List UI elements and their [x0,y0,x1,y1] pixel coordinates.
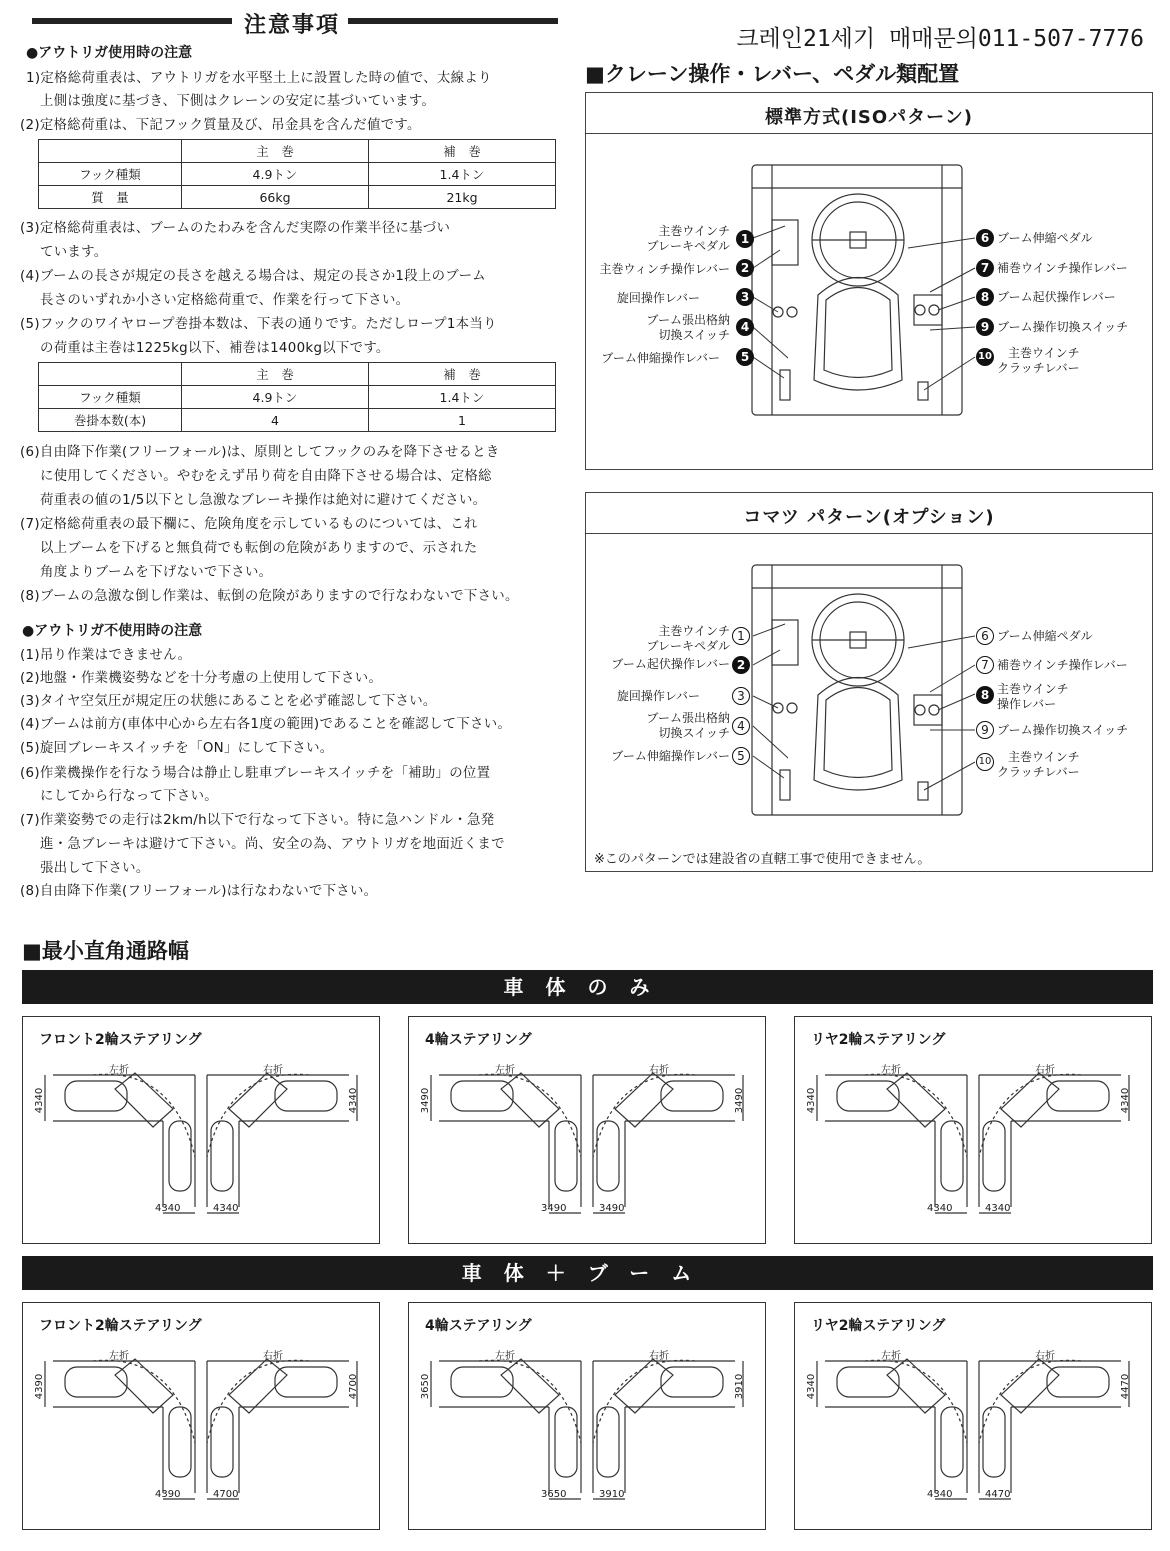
right-turn-label: 右折 [1035,1065,1055,1076]
iso-num-6: 6 [976,229,994,247]
right-width-dim: 4340 [1120,1087,1132,1114]
turn-diagram-box [22,1016,380,1244]
caution-line: (8)ブームの急激な倒し作業は、転倒の危険がありますので行なわないで下さい。 [20,589,519,604]
caution-line: (2)地盤・作業機姿勢などを十分考慮の上使用して下さい。 [20,671,383,686]
outrigger-use-heading: ●アウトリガ使用時の注意 [26,45,193,61]
turn-diagram-box [408,1016,766,1244]
komatsu-num-10: 10 [976,753,994,771]
table-cell: 21kg [369,186,556,209]
controls-title: ■クレーン操作・レバー、ペダル類配置 [585,62,960,86]
turn-diagram-drawing [23,1017,379,1243]
steering-type-title: リヤ2輪ステアリング [811,1032,946,1048]
komatsu-label-4: ブーム張出格納 切換スイッチ [646,711,730,740]
iso-label-1: 主巻ウインチ ブレーキペダル [646,224,730,253]
turn-diagram-drawing [23,1303,379,1529]
iso-num-5: 5 [736,348,754,366]
table-cell: 質 量 [39,186,182,209]
turn-diagram-drawing [409,1017,765,1243]
caution-line: に使用してください。やむをえず吊り荷を自由降下させる場合は、定格総 [40,469,492,484]
caution-line: (5)旋回ブレーキスイッチを「ON」にして下さい。 [20,741,334,756]
iso-label-5: ブーム伸縮操作レバー [601,351,720,365]
caution-line: 進・急ブレーキは避けて下さい。尚、安全の為、アウトリガを地面近くまで [40,837,505,852]
komatsu-panel-title: コマツ パターン(オプション) [743,507,995,528]
caution-line: (6)作業機操作を行なう場合は静止し駐車ブレーキスイッチを「補助」の位置 [20,766,491,781]
komatsu-label-9: ブーム操作切換スイッチ [997,723,1129,737]
iso-label-6: ブーム伸縮ペダル [997,231,1093,245]
komatsu-label-2: ブーム起伏操作レバー [611,657,730,671]
komatsu-label-3: 旋回操作レバー [616,689,700,703]
left-width-dim: 3650 [420,1373,432,1400]
left-width-dim: 4340 [34,1087,46,1114]
caution-line: ています。 [40,245,108,260]
steering-type-title: 4輪ステアリング [425,1318,532,1334]
iso-num-4: 4 [736,318,754,336]
komatsu-num-4: 4 [732,717,750,735]
right-turn-label: 右折 [1035,1351,1055,1362]
caution-line: (4)ブームは前方(車体中心から左右各1度の範囲)であることを確認して下さい。 [20,717,512,732]
left-passage-dim: 4340 [155,1203,181,1214]
table-cell: 4.9トン [182,163,369,186]
right-turn-label: 右折 [263,1065,283,1076]
left-turn-label: 左折 [109,1351,129,1362]
iso-label-9: ブーム操作切換スイッチ [997,320,1129,334]
komatsu-num-9: 9 [976,721,994,739]
iso-label-10: 主巻ウインチ クラッチレバー [997,346,1080,375]
bullet-icon: ● [22,623,35,639]
right-passage-dim: 4700 [213,1489,239,1500]
caution-line: 上側は強度に基づき、下側はクレーンの安定に基づいています。 [40,94,436,109]
caution-line: (4)ブームの長さが規定の長さを越える場合は、規定の長さか1段上のブーム [20,269,486,284]
caution-line: (6)自由降下作業(フリーフォール)は、原則としてフックのみを降下させるとき [20,445,500,460]
table-cell: 補 巻 [369,363,556,386]
iso-label-4: ブーム張出格納 切換スイッチ [646,313,730,342]
contact-banner: 크레인21세기 매매문의011-507-7776 [736,26,1144,52]
right-width-dim: 3490 [734,1087,746,1114]
left-width-dim: 3490 [420,1087,432,1114]
left-passage-dim: 3490 [541,1203,567,1214]
iso-label-3: 旋回操作レバー [616,291,700,305]
iso-num-10: 10 [976,348,994,366]
table-cell: 補 巻 [369,140,556,163]
caution-line: 長さのいずれか小さい定格総荷重で、作業を行って下さい。 [40,293,410,308]
steering-type-title: フロント2輪ステアリング [39,1318,202,1334]
turn-diagram-box [794,1302,1152,1530]
iso-num-9: 9 [976,318,994,336]
left-turn-label: 左折 [495,1065,515,1076]
iso-num-8: 8 [976,288,994,306]
caution-line: (2)定格総荷重は、下記フック質量及び、吊金具を含んだ値です。 [20,118,421,133]
left-passage-dim: 4390 [155,1489,181,1500]
iso-label-2: 主巻ウィンチ操作レバー [599,262,730,276]
komatsu-num-7: 7 [976,656,994,674]
right-turn-label: 右折 [649,1351,669,1362]
caution-line: (8)自由降下作業(フリーフォール)は行なわないで下さい。 [20,884,378,899]
komatsu-label-5: ブーム伸縮操作レバー [611,749,730,763]
turn-diagram-drawing [409,1303,765,1529]
caution-line: にしてから行なって下さい。 [40,789,218,804]
iso-num-2: 2 [736,259,754,277]
steering-type-title: フロント2輪ステアリング [39,1032,202,1048]
caution-line: (7)定格総荷重表の最下欄に、危険角度を示しているものについては、これ [20,517,478,532]
table-cell: 4.9トン [182,386,369,409]
komatsu-num-6: 6 [976,627,994,645]
caution-line: 1)定格総荷重表は、アウトリガを水平堅土上に設置した時の値で、太線より [26,71,492,86]
turn-diagram-drawing [795,1017,1151,1243]
left-passage-dim: 4340 [927,1489,953,1500]
right-passage-dim: 4340 [985,1203,1011,1214]
iso-num-3: 3 [736,288,754,306]
table-cell: 66kg [182,186,369,209]
left-turn-label: 左折 [881,1065,901,1076]
table-cell: フック種類 [39,386,182,409]
bullet-icon: ● [26,45,39,61]
table-cell: 4 [182,409,369,432]
table-cell: 巻掛本数(本) [39,409,182,432]
caution-line: 角度よりブームを下げないで下さい。 [40,565,273,580]
komatsu-label-6: ブーム伸縮ペダル [997,629,1093,643]
page-title: 注意事項 [244,13,341,38]
komatsu-note: ※このパターンでは建設省の直轄工事で使用できません。 [594,852,931,867]
passage-title: ■最小直角通路幅 [22,939,189,963]
left-width-dim: 4340 [806,1373,818,1400]
table-cell: 1.4トン [369,163,556,186]
steering-type-title: 4輪ステアリング [425,1032,532,1048]
iso-panel-title: 標準方式(ISOパターン) [764,107,974,128]
komatsu-label-7: 補巻ウインチ操作レバー [997,658,1128,672]
right-turn-label: 右折 [263,1351,283,1362]
right-width-dim: 3910 [734,1373,746,1400]
right-passage-dim: 3490 [599,1203,625,1214]
table-cell: フック種類 [39,163,182,186]
komatsu-label-8: 主巻ウインチ 操作レバー [997,682,1069,711]
left-turn-label: 左折 [495,1351,515,1362]
iso-num-1: 1 [736,230,754,248]
komatsu-num-5: 5 [732,747,750,765]
outrigger-nouse-heading: ●アウトリガ不使用時の注意 [22,623,203,639]
right-passage-dim: 4340 [213,1203,239,1214]
komatsu-label-1: 主巻ウインチ ブレーキペダル [646,624,730,653]
left-width-dim: 4340 [806,1087,818,1114]
iso-label-7: 補巻ウインチ操作レバー [997,261,1128,275]
komatsu-num-3: 3 [732,687,750,705]
iso-num-7: 7 [976,259,994,277]
komatsu-num-2: 2 [732,656,750,674]
turn-diagram-box [794,1016,1152,1244]
right-width-dim: 4340 [348,1087,360,1114]
komatsu-num-8: 8 [976,686,994,704]
caution-line: 以上ブームを下げると無負荷でも転倒の危険がありますので、示された [40,541,478,556]
left-passage-dim: 3650 [541,1489,567,1500]
body-boom-bar: 車体＋ブーム [22,1256,1153,1290]
caution-line: 張出して下さい。 [40,861,150,876]
left-width-dim: 4390 [34,1373,46,1400]
right-width-dim: 4700 [348,1373,360,1400]
caution-line: (7)作業姿勢での走行は2km/h以下で行なって下さい。特に急ハンドル・急発 [20,813,495,828]
table-cell: 主 巻 [182,363,369,386]
right-passage-dim: 4470 [985,1489,1011,1500]
caution-line: (3)タイヤ空気圧が規定圧の状態にあることを必ず確認して下さい。 [20,694,437,709]
right-turn-label: 右折 [649,1065,669,1076]
left-turn-label: 左折 [109,1065,129,1076]
turn-diagram-drawing [795,1303,1151,1529]
left-passage-dim: 4340 [927,1203,953,1214]
caution-line: (3)定格総荷重表は、ブームのたわみを含んだ実際の作業半径に基づい [20,221,451,236]
table-cell: 主 巻 [182,140,369,163]
caution-line: (1)吊り作業はできません。 [20,648,192,663]
steering-type-title: リヤ2輪ステアリング [811,1318,946,1334]
table-cell: 1 [369,409,556,432]
right-passage-dim: 3910 [599,1489,625,1500]
turn-diagram-box [408,1302,766,1530]
left-turn-label: 左折 [881,1351,901,1362]
komatsu-num-1: 1 [732,627,750,645]
iso-label-8: ブーム起伏操作レバー [997,290,1116,304]
body-only-bar: 車体のみ [22,970,1153,1004]
caution-line: (5)フックのワイヤロープ巻掛本数は、下表の通りです。ただしロープ1本当り [20,317,497,332]
right-width-dim: 4470 [1120,1373,1132,1400]
komatsu-label-10: 主巻ウインチ クラッチレバー [997,750,1080,779]
turn-diagram-box [22,1302,380,1530]
caution-line: 荷重表の値の1/5以下とし急激なブレーキ操作は絶対に避けてください。 [40,493,487,508]
caution-line: の荷重は主巻は1225kg以下、補巻は1400kg以下です。 [40,341,390,356]
table-cell: 1.4トン [369,386,556,409]
